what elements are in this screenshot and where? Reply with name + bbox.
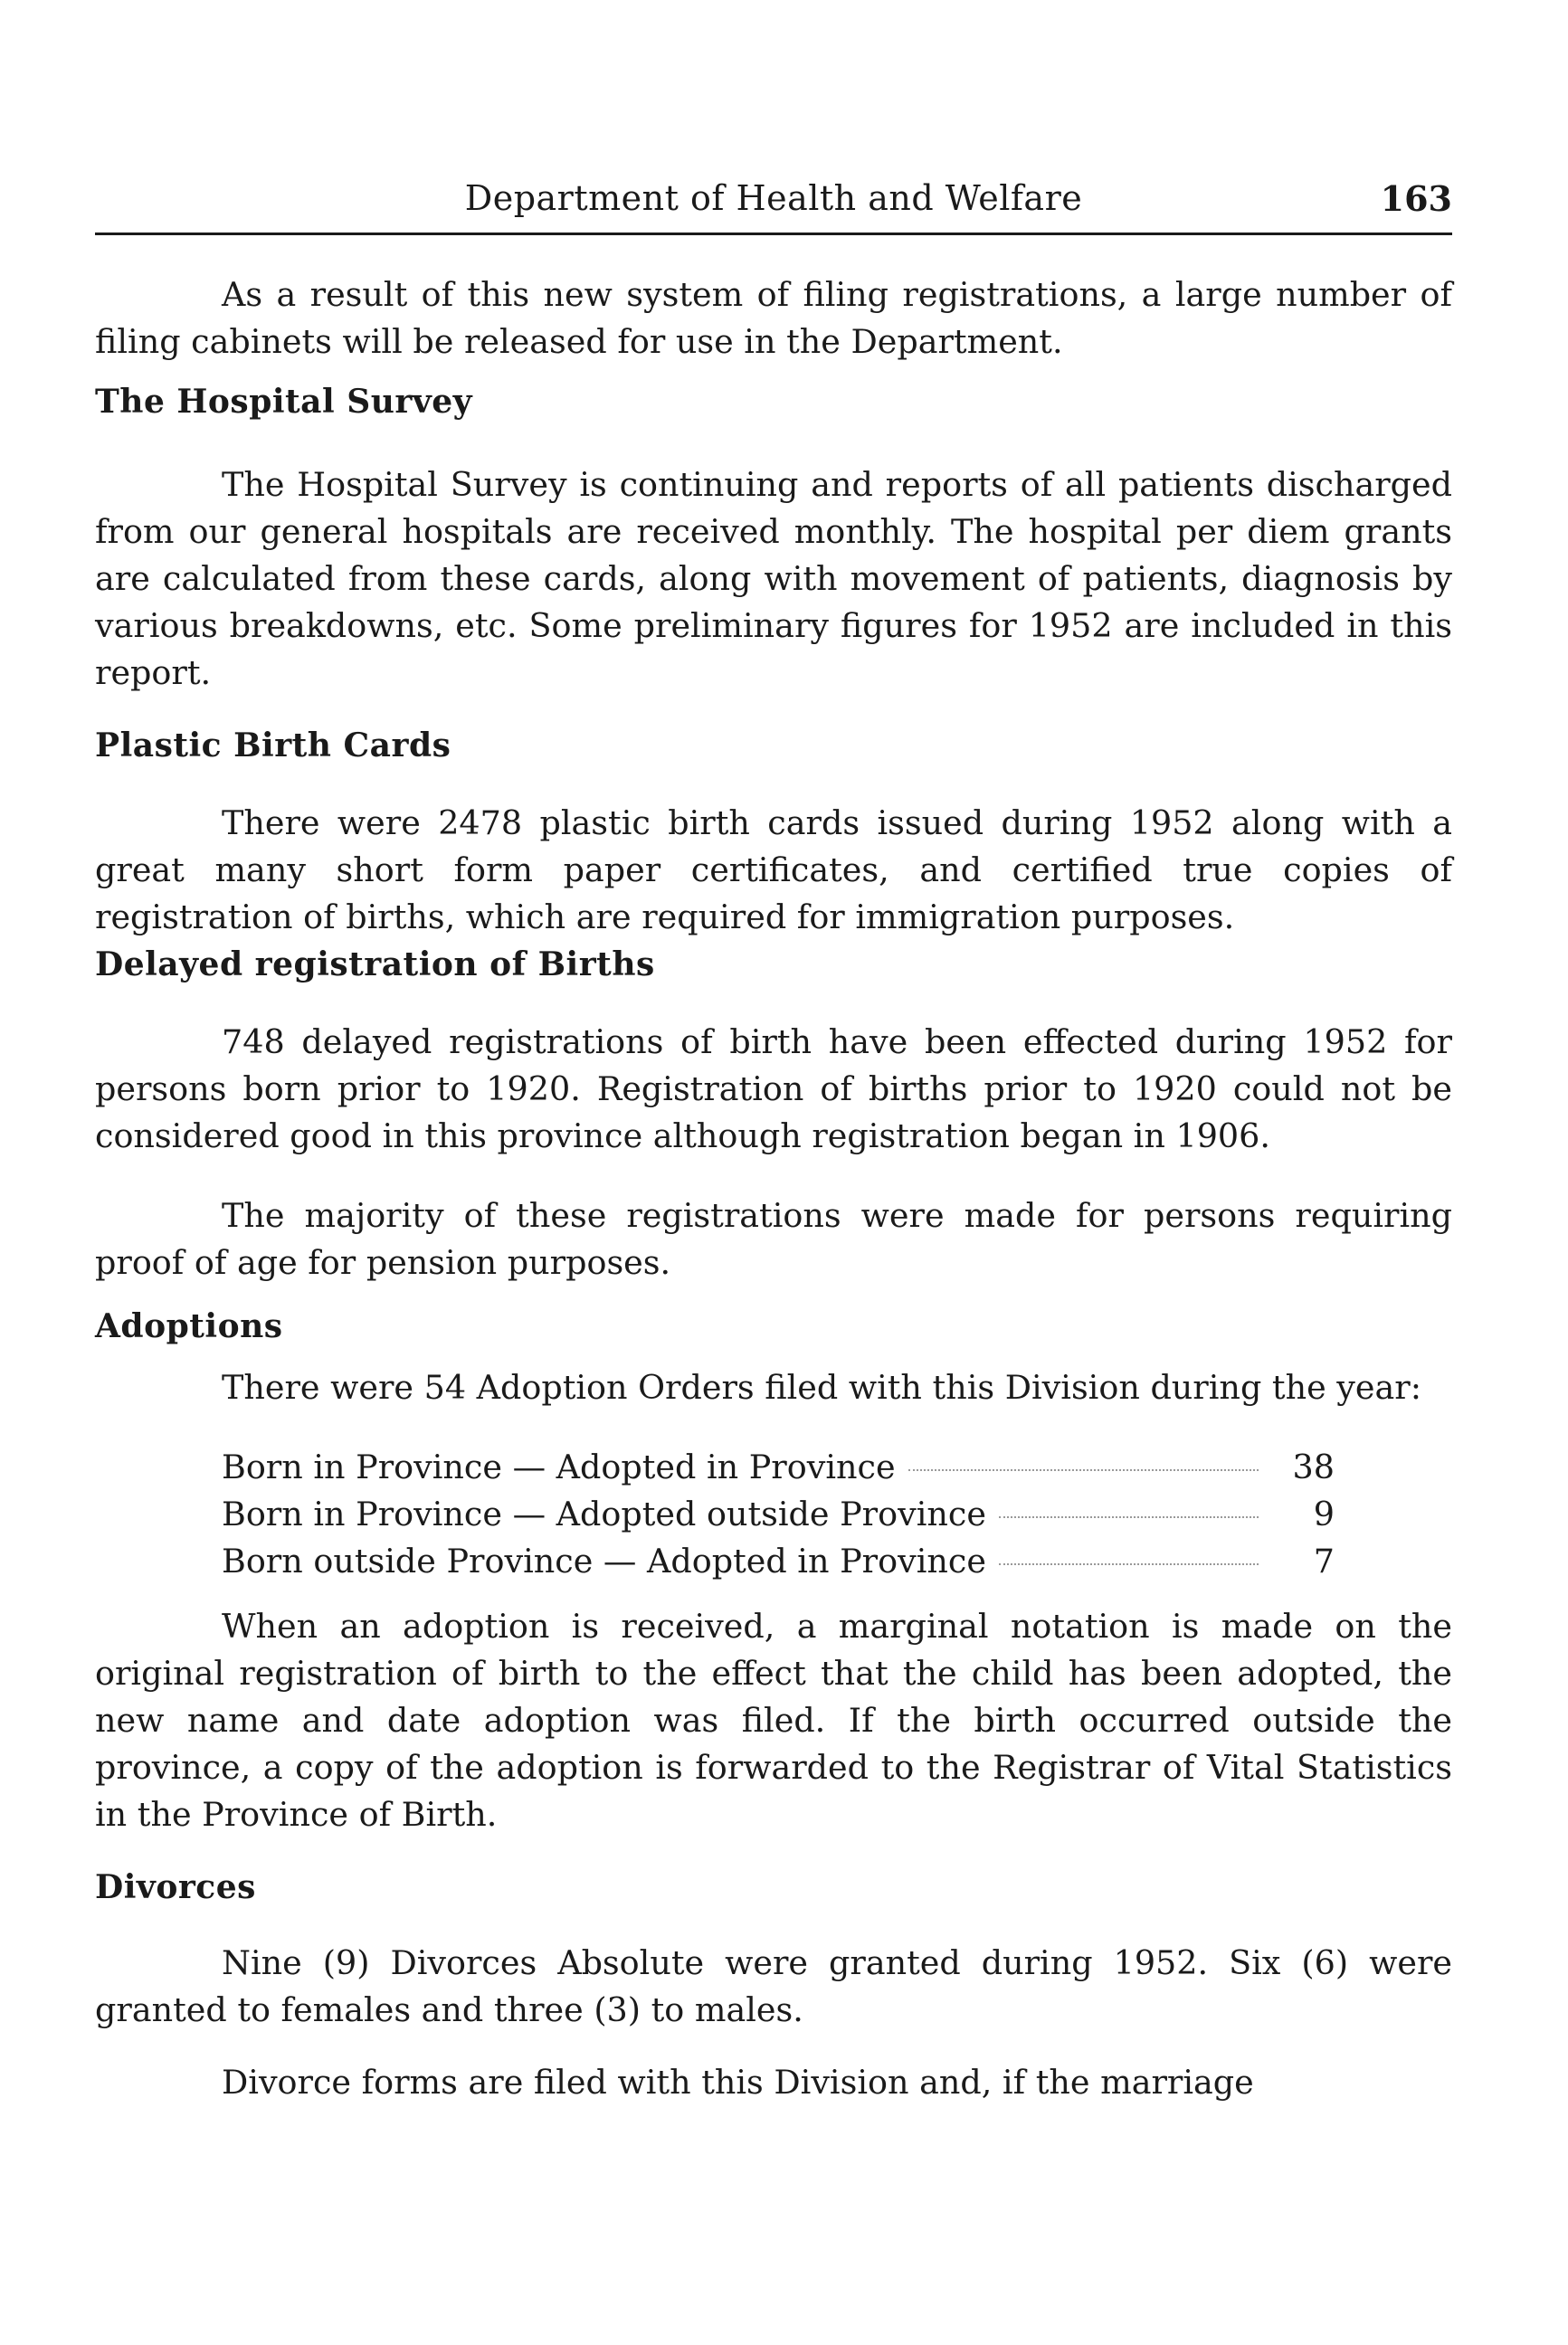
section-heading-hospital-survey: The Hospital Survey <box>95 383 473 421</box>
hospital-survey-paragraph: The Hospital Survey is continuing and reports of all patients discharged from our general hospitals are received monthly. The hospital per diem grants are calculated from these cards, along with movement of patients, diagnosis by various breakdowns, etc. Some preliminary figures for 1952 are included in this report. <box>95 465 1452 692</box>
adoption-row <box>222 1444 1335 1491</box>
section-heading-adoptions: Adoptions <box>95 1307 283 1345</box>
running-title: Department of Health and Welfare <box>464 178 1083 218</box>
dot-leader <box>908 1469 1259 1471</box>
delayed-registration-paragraph-2: The majority of these registrations were made for persons requiring proof of age for pension purposes. <box>95 1196 1452 1282</box>
divorces-paragraph-2: Divorce forms are filed with this Division and, if the marriage <box>222 2063 1254 2102</box>
divorces-paragraph-1: Nine (9) Divorces Absolute were granted during 1952. Six (6) were granted to females and three (3) to males. <box>95 1943 1452 2029</box>
plastic-birth-cards-paragraph: There were 2478 plastic birth cards issued during 1952 along with a great many short form paper certificates, and certified true copies of registration of births, which are required for immigration purposes. <box>95 803 1452 936</box>
running-header <box>95 176 1452 235</box>
adoption-row <box>222 1491 1335 1538</box>
section-heading-delayed-registration: Delayed registration of Births <box>95 945 655 983</box>
intro-paragraph: As a result of this new system of filing registrations, a large number of filing cabinets will be released for use in the Department. <box>95 275 1452 361</box>
section-heading-plastic-birth-cards: Plastic Birth Cards <box>95 726 451 764</box>
section-heading-divorces: Divorces <box>95 1868 256 1906</box>
adoption-row-label: Born outside Province — Adopted in Province <box>222 1542 986 1581</box>
adoption-table <box>222 1444 1335 1585</box>
page-body <box>95 271 1452 2106</box>
adoptions-intro-paragraph: There were 54 Adoption Orders filed with this Division during the year: <box>222 1368 1422 1407</box>
adoption-row-count: 38 <box>1292 1448 1335 1486</box>
adoption-row <box>222 1538 1335 1585</box>
dot-leader <box>999 1563 1259 1565</box>
delayed-registration-paragraph-1: 748 delayed registrations of birth have been effected during 1952 for persons born prior to 1920. Registration of births prior to 1920 could not be considered good in this province although registration began in 1906. <box>95 1022 1452 1155</box>
adoption-row-label: Born in Province — Adopted outside Province <box>222 1495 986 1533</box>
adoptions-notation-paragraph: When an adoption is received, a marginal notation is made on the original registration of birth to the effect that the child has been adopted, the new name and date adoption was filed. If the birth occurred outside the province, a copy of the adoption is forwarded to the Registrar of Vital Statistics in the Province of Birth. <box>95 1607 1452 1834</box>
adoption-row-count: 9 <box>1313 1495 1335 1533</box>
adoption-row-count: 7 <box>1313 1542 1335 1581</box>
dot-leader <box>999 1516 1259 1518</box>
page-number: 163 <box>1380 178 1452 219</box>
adoption-row-label: Born in Province — Adopted in Province <box>222 1448 896 1486</box>
